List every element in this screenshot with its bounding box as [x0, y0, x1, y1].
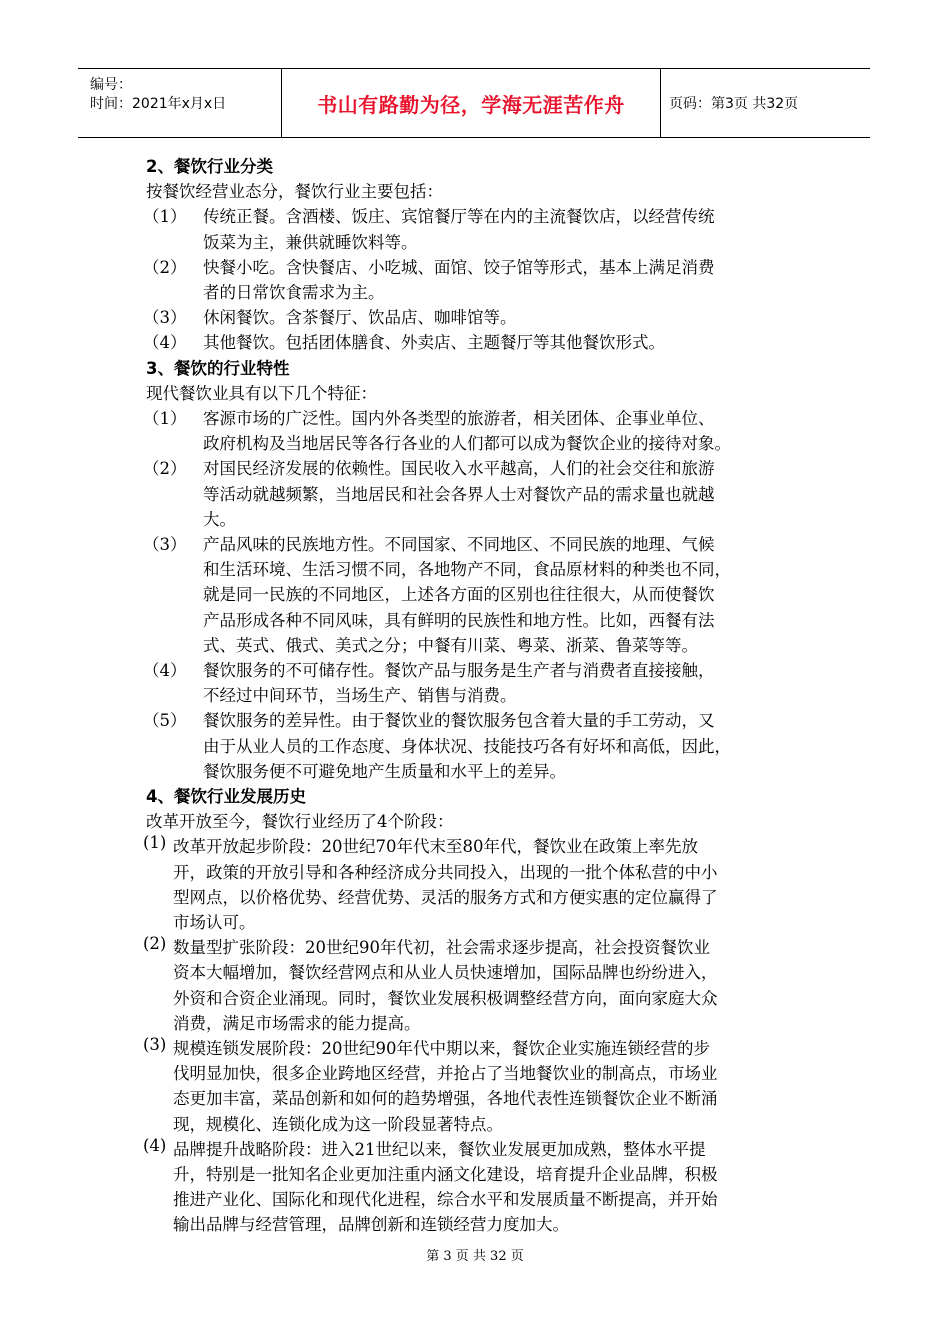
list-item-text: 对国民经济发展的依赖性。国民收入水平越高，人们的社会交往和旅游: [203, 459, 715, 479]
list-item-marker: （1）: [143, 409, 187, 428]
list-item-text: 大。: [203, 509, 236, 529]
list-item-marker: (1): [143, 833, 167, 853]
list-item-text: 现，规模化、连锁化成为这一阶段显著特点。: [173, 1114, 503, 1134]
header-meta-cell: [78, 69, 282, 137]
list-item-text: 升，特别是一批知名企业更加注重内涵文化建设，培育提升企业品牌，积极: [173, 1165, 718, 1184]
header-motto: 书山有路勤为径，学海无涯苦作舟: [317, 92, 625, 117]
list-item-text: 开，政策的开放引导和各种经济成分共同投入，出现的一批个体私营的中小: [173, 862, 718, 882]
list-item-text: 由于从业人员的工作态度、身体状况、技能技巧各有好坏和高低，因此，: [203, 736, 731, 756]
list-item-text: 者的日常饮食需求为主。: [203, 283, 385, 302]
list-item-text: 餐饮服务的差异性。由于餐饮业的餐饮服务包含着大量的手工劳动，又: [203, 711, 715, 731]
section-heading: 3、餐饮的行业特性: [146, 358, 290, 378]
list-item-text: 产品形成各种不同风味，具有鲜明的民族性和地方性。比如，西餐有法: [203, 610, 715, 630]
list-item-text: 休闲餐饮。含茶餐厅、饮品店、咖啡馆等。: [203, 308, 517, 328]
list-item-text: 和生活环境、生活习惯不同，各地物产不同，食品原材料的种类也不同，: [203, 560, 731, 580]
list-item-text: 数量型扩张阶段：20世纪90年代初，社会需求逐步提高，社会投资餐饮业: [173, 938, 710, 958]
list-item-marker: （2）: [143, 459, 187, 479]
list-item-text: 传统正餐。含酒楼、饭庄、宾馆餐厅等在内的主流餐饮店，以经营传统: [203, 207, 715, 227]
list-item-text: 不经过中间环节，当场生产、销售与消费。: [203, 686, 517, 706]
list-item-text: 改革开放起步阶段：20世纪70年代末至80年代，餐饮业在政策上率先放: [173, 837, 698, 857]
list-item-text: 外资和合资企业涌现。同时，餐饮业发展积极调整经营方向，面向家庭大众: [173, 988, 718, 1008]
section-intro: 改革开放至今，餐饮行业经历了4个阶段：: [146, 812, 454, 832]
page-footer: 第 3 页 共 32 页: [426, 1249, 524, 1264]
header-page-info: 页码：第3页 共32页: [669, 96, 799, 112]
list-item-text: 快餐小吃。含快餐店、小吃城、面馆、饺子馆等形式，基本上满足消费: [203, 257, 715, 277]
list-item-text: 品牌提升战略阶段：进入21世纪以来，餐饮业发展更加成熟，整体水平提: [173, 1139, 706, 1159]
section-heading: 4、餐饮行业发展历史: [146, 787, 306, 806]
list-item-text: 政府机构及当地居民等各行各业的人们都可以成为餐饮企业的接待对象。: [203, 434, 731, 454]
list-item-text: 消费，满足市场需求的能力提高。: [173, 1013, 421, 1033]
section-heading: 2、餐饮行业分类: [146, 157, 273, 176]
header-motto-cell: [282, 69, 661, 137]
list-item-text: 客源市场的广泛性。国内外各类型的旅游者，相关团体、企事业单位、: [203, 409, 715, 428]
list-item-marker: (3): [143, 1035, 167, 1054]
list-item-text: 其他餐饮。包括团体膳食、外卖店、主题餐厅等其他餐饮形式。: [203, 333, 665, 353]
list-item-marker: （3）: [143, 308, 187, 328]
list-item-text: 伐明显加快，很多企业跨地区经营，并抢占了当地餐饮业的制高点，市场业: [173, 1064, 718, 1084]
header-table: [78, 68, 870, 138]
list-item-marker: (4): [143, 1135, 167, 1155]
section-intro: 现代餐饮业具有以下几个特征：: [146, 383, 377, 403]
list-item-text: 餐饮服务便不可避免地产生质量和水平上的差异。: [203, 761, 566, 781]
list-item-text: 型网点，以价格优势、经营优势、灵活的服务方式和方便实惠的定位赢得了: [173, 887, 718, 907]
list-item-marker: (2): [143, 934, 167, 954]
list-item-text: 资本大幅增加，餐饮经营网点和从业人员快速增加，国际品牌也纷纷进入，: [173, 963, 718, 983]
document-number-label: 编号：: [90, 77, 132, 93]
list-item-marker: （2）: [143, 257, 187, 277]
list-item-text: 推进产业化、国际化和现代化进程，综合水平和发展质量不断提高，并开始: [173, 1190, 718, 1210]
list-item-text: 等活动就越频繁，当地居民和社会各界人士对餐饮产品的需求量也就越: [203, 484, 715, 504]
list-item-text: 态更加丰富，菜品创新和如何的趋势增强，各地代表性连锁餐饮企业不断涌: [173, 1089, 718, 1109]
list-item-text: 就是同一民族的不同地区，上述各方面的区别也往往很大，从而使餐饮: [203, 585, 715, 605]
section-intro: 按餐饮经营业态分，餐饮行业主要包括：: [146, 182, 443, 202]
list-item-text: 市场认可。: [173, 913, 256, 932]
list-item-text: 产品风味的民族地方性。不同国家、不同地区、不同民族的地理、气候: [203, 535, 715, 554]
document-date-label: 时间：2021年x月x日: [90, 96, 227, 112]
list-item-marker: （4）: [143, 333, 187, 353]
list-item-marker: （3）: [143, 535, 187, 554]
list-item-marker: （1）: [143, 207, 187, 227]
list-item-marker: （5）: [143, 711, 187, 731]
list-item-text: 输出品牌与经营管理，品牌创新和连锁经营力度加大。: [173, 1215, 569, 1235]
list-item-text: 规模连锁发展阶段：20世纪90年代中期以来，餐饮企业实施连锁经营的步: [173, 1039, 710, 1058]
list-item-text: 饭菜为主，兼供就睡饮料等。: [203, 232, 418, 252]
list-item-text: 餐饮服务的不可储存性。餐饮产品与服务是生产者与消费者直接接触，: [203, 661, 715, 680]
list-item-marker: （4）: [143, 661, 187, 680]
list-item-text: 式、英式、俄式、美式之分；中餐有川菜、粤菜、浙菜、鲁菜等等。: [203, 635, 698, 655]
